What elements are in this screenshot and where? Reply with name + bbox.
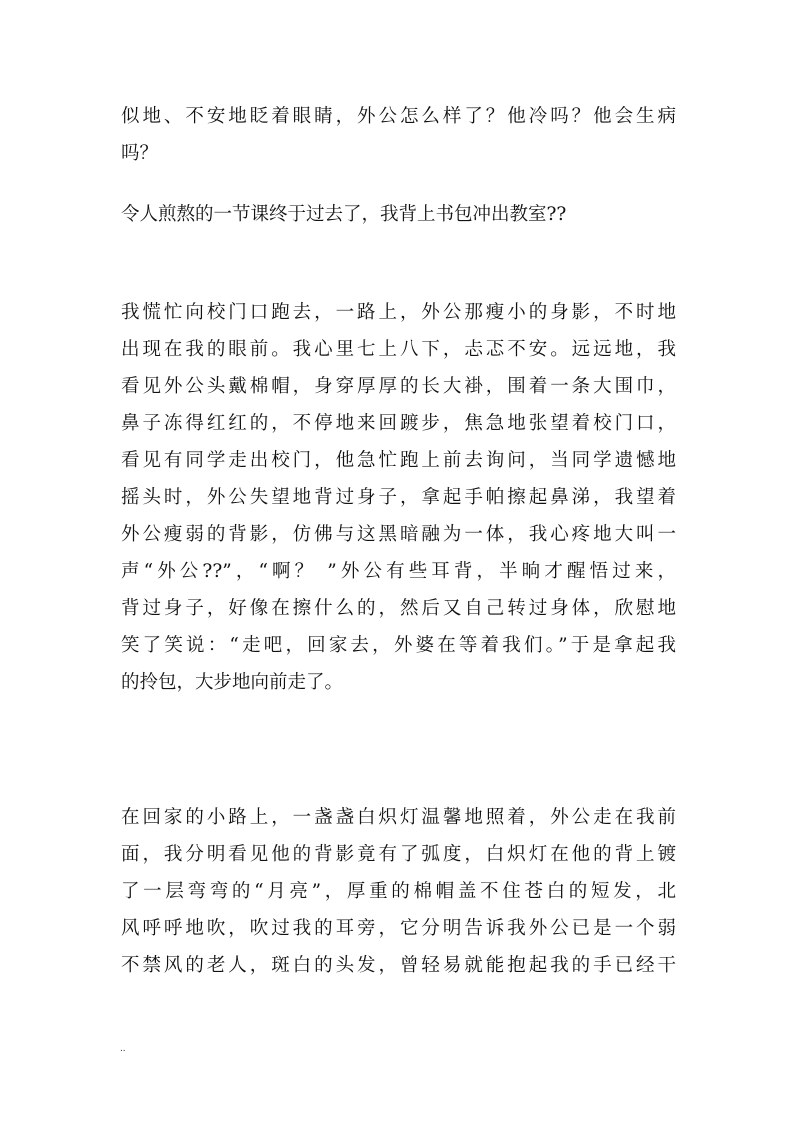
footer-mark: .. — [120, 1043, 126, 1054]
paragraph-4 — [121, 799, 676, 984]
paragraph-line: 在回家的小路上，一盏盏白炽灯温馨地照着，外公走在我前 — [121, 807, 676, 828]
paragraph-line: 吗？ — [121, 143, 159, 164]
paragraph-line: 鼻子冻得红红的，不停地来回踱步，焦急地张望着校门口， — [121, 413, 676, 434]
paragraph-2 — [121, 196, 676, 233]
paragraph-1 — [121, 98, 676, 172]
paragraph-line: 面，我分明看见他的背影竟有了弧度，白炽灯在他的背上镀 — [121, 844, 676, 865]
paragraph-line: 风呼呼地吹，吹过我的耳旁，它分明告诉我外公已是一个弱 — [121, 918, 676, 939]
paragraph-line: 的拎包，大步地向前走了。 — [121, 672, 344, 693]
paragraph-line: 看见外公头戴棉帽，身穿厚厚的长大褂，围着一条大围巾， — [121, 376, 676, 397]
paragraph-line: 声“外公??”，“啊？ ”外公有些耳背，半晌才醒悟过来， — [121, 561, 676, 582]
paragraph-line: 我慌忙向校门口跑去，一路上，外公那瘦小的身影，不时地 — [121, 302, 676, 323]
paragraph-line: 不禁风的老人，斑白的头发，曾轻易就能抱起我的手已经干 — [121, 955, 676, 976]
paragraph-line: 了一层弯弯的“月亮”，厚重的棉帽盖不住苍白的短发，北 — [121, 881, 676, 902]
paragraph-line: 似地、不安地眨着眼睛，外公怎么样了？他冷吗？他会生病 — [121, 106, 676, 127]
paragraph-line: 外公瘦弱的背影，仿佛与这黑暗融为一体，我心疼地大叫一 — [121, 524, 676, 545]
paragraph-line: 背过身子，好像在擦什么的，然后又自己转过身体，欣慰地 — [121, 598, 676, 619]
paragraph-line: 看见有同学走出校门，他急忙跑上前去询问，当同学遗憾地 — [121, 450, 676, 471]
paragraph-line: 令人煎熬的一节课终于过去了，我背上书包冲出教室?? — [121, 204, 567, 225]
paragraph-3 — [121, 294, 676, 701]
paragraph-line: 出现在我的眼前。我心里七上八下，忐忑不安。远远地，我 — [121, 339, 676, 360]
paragraph-line: 摇头时，外公失望地背过身子，拿起手帕擦起鼻涕，我望着 — [121, 487, 676, 508]
paragraph-line: 笑了笑说：“走吧，回家去，外婆在等着我们。”于是拿起我 — [121, 635, 676, 656]
